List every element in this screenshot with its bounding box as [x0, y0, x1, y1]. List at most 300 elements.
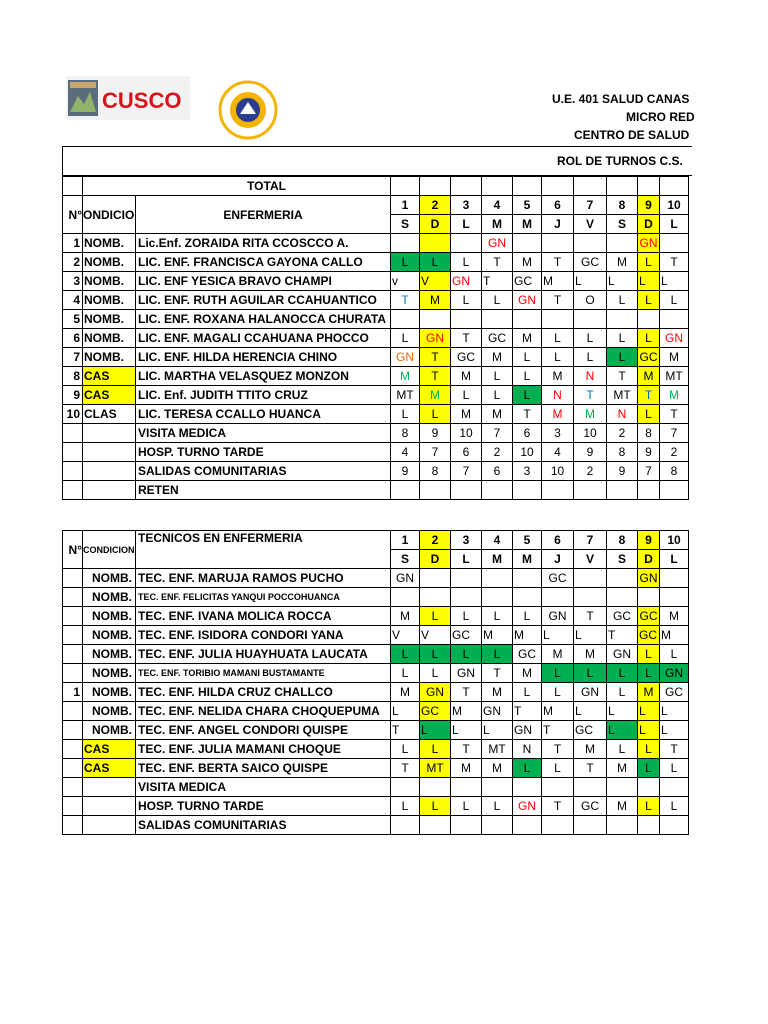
summary-cell[interactable]: 10: [542, 462, 574, 481]
shift-cell[interactable]: T: [574, 607, 607, 626]
shift-cell[interactable]: N: [574, 367, 607, 386]
blank-cell: [83, 462, 136, 481]
shift-cell[interactable]: [420, 310, 451, 329]
shift-cell[interactable]: L: [542, 348, 574, 367]
summary-cell[interactable]: [542, 778, 574, 797]
shift-cell[interactable]: [542, 234, 574, 253]
shift-cell[interactable]: v: [391, 272, 420, 291]
shift-cell[interactable]: [482, 569, 513, 588]
shift-cell[interactable]: GC: [420, 702, 451, 721]
shift-cell[interactable]: L: [574, 626, 607, 645]
shift-cell[interactable]: [574, 310, 607, 329]
shift-cell[interactable]: L: [607, 329, 638, 348]
shift-cell[interactable]: L: [513, 367, 542, 386]
summary-cell[interactable]: 10: [451, 424, 482, 443]
shift-cell[interactable]: MT: [391, 386, 420, 405]
shift-cell[interactable]: L: [660, 702, 689, 721]
shift-cell[interactable]: GN: [607, 645, 638, 664]
shift-cell[interactable]: M: [391, 367, 420, 386]
shift-cell[interactable]: [420, 569, 451, 588]
shift-cell[interactable]: N: [607, 405, 638, 424]
summary-cell[interactable]: 8: [391, 424, 420, 443]
shift-cell[interactable]: MT: [607, 386, 638, 405]
shift-cell[interactable]: [451, 310, 482, 329]
summary-cell[interactable]: 2: [482, 443, 513, 462]
shift-cell[interactable]: L: [451, 645, 482, 664]
shift-cell[interactable]: GN: [638, 234, 660, 253]
shift-cell[interactable]: T: [660, 405, 689, 424]
shift-cell[interactable]: V: [391, 626, 420, 645]
shift-cell[interactable]: T: [482, 253, 513, 272]
shift-cell[interactable]: M: [451, 702, 482, 721]
summary-cell[interactable]: [391, 816, 420, 835]
shift-cell[interactable]: L: [607, 721, 638, 740]
shift-cell[interactable]: M: [574, 740, 607, 759]
shift-cell[interactable]: GN: [451, 664, 482, 683]
shift-cell[interactable]: L: [660, 759, 689, 778]
summary-cell[interactable]: [660, 816, 689, 835]
shift-cell[interactable]: T: [420, 367, 451, 386]
shift-cell[interactable]: M: [451, 759, 482, 778]
shift-cell[interactable]: T: [542, 291, 574, 310]
shift-cell[interactable]: M: [542, 367, 574, 386]
shift-cell[interactable]: L: [607, 272, 638, 291]
shift-cell[interactable]: L: [391, 664, 420, 683]
shift-cell[interactable]: GC: [660, 683, 689, 702]
shift-cell[interactable]: L: [607, 291, 638, 310]
shift-cell[interactable]: L: [638, 740, 660, 759]
summary-cell[interactable]: L: [420, 797, 451, 816]
summary-cell[interactable]: [513, 778, 542, 797]
summary-cell[interactable]: 6: [451, 443, 482, 462]
shift-cell[interactable]: M: [574, 645, 607, 664]
shift-cell[interactable]: [607, 234, 638, 253]
shift-cell[interactable]: T: [420, 348, 451, 367]
shift-cell[interactable]: [607, 569, 638, 588]
summary-cell[interactable]: [574, 481, 607, 500]
summary-cell[interactable]: 4: [391, 443, 420, 462]
shift-cell[interactable]: GN: [513, 291, 542, 310]
shift-cell[interactable]: [607, 310, 638, 329]
shift-cell[interactable]: [420, 588, 451, 607]
shift-cell[interactable]: T: [482, 664, 513, 683]
shift-cell[interactable]: GC: [638, 607, 660, 626]
shift-cell[interactable]: L: [542, 664, 574, 683]
shift-cell[interactable]: L: [607, 348, 638, 367]
shift-cell[interactable]: L: [574, 272, 607, 291]
shift-cell[interactable]: [660, 234, 689, 253]
shift-cell[interactable]: L: [638, 645, 660, 664]
shift-cell[interactable]: L: [638, 721, 660, 740]
shift-cell[interactable]: L: [420, 253, 451, 272]
shift-cell[interactable]: L: [638, 253, 660, 272]
summary-cell[interactable]: L: [482, 797, 513, 816]
shift-cell[interactable]: T: [391, 759, 420, 778]
summary-cell[interactable]: [420, 778, 451, 797]
summary-cell[interactable]: [542, 816, 574, 835]
health-seal-logo: [212, 80, 284, 140]
summary-cell[interactable]: 2: [660, 443, 689, 462]
shift-cell[interactable]: GC: [607, 607, 638, 626]
summary-cell[interactable]: [607, 481, 638, 500]
shift-cell[interactable]: L: [638, 272, 660, 291]
day-number: 8: [607, 531, 638, 550]
shift-cell[interactable]: GC: [451, 348, 482, 367]
shift-cell[interactable]: V: [420, 626, 451, 645]
shift-cell[interactable]: GC: [482, 329, 513, 348]
shift-cell[interactable]: T: [542, 740, 574, 759]
summary-cell[interactable]: 3: [513, 462, 542, 481]
staff-name: TEC. ENF. BERTA SAICO QUISPE: [136, 759, 391, 778]
shift-cell[interactable]: M: [420, 291, 451, 310]
shift-cell[interactable]: T: [607, 367, 638, 386]
shift-cell[interactable]: T: [451, 329, 482, 348]
summary-cell[interactable]: [482, 481, 513, 500]
shift-cell[interactable]: V: [420, 272, 451, 291]
shift-cell[interactable]: GN: [391, 348, 420, 367]
shift-cell[interactable]: L: [451, 386, 482, 405]
day-letter: V: [574, 550, 607, 569]
shift-cell[interactable]: M: [638, 683, 660, 702]
shift-cell[interactable]: L: [420, 405, 451, 424]
summary-cell[interactable]: 8: [660, 462, 689, 481]
shift-cell[interactable]: GC: [638, 348, 660, 367]
summary-cell[interactable]: GN: [513, 797, 542, 816]
summary-cell[interactable]: [607, 816, 638, 835]
day-number: 10: [660, 196, 689, 215]
shift-cell[interactable]: [482, 588, 513, 607]
shift-cell[interactable]: GC: [574, 721, 607, 740]
shift-cell[interactable]: T: [542, 721, 574, 740]
day-letter: M: [482, 550, 513, 569]
shift-cell[interactable]: [638, 310, 660, 329]
shift-cell[interactable]: L: [638, 702, 660, 721]
shift-cell[interactable]: L: [482, 291, 513, 310]
shift-cell[interactable]: [574, 569, 607, 588]
shift-cell[interactable]: L: [607, 683, 638, 702]
shift-cell[interactable]: L: [607, 702, 638, 721]
shift-cell[interactable]: [482, 310, 513, 329]
shift-cell[interactable]: [513, 569, 542, 588]
shift-cell[interactable]: T: [574, 386, 607, 405]
shift-cell[interactable]: M: [391, 683, 420, 702]
summary-cell[interactable]: 9: [638, 443, 660, 462]
shift-cell[interactable]: N: [542, 386, 574, 405]
shift-cell[interactable]: M: [513, 253, 542, 272]
shift-cell[interactable]: L: [420, 740, 451, 759]
summary-cell[interactable]: [607, 778, 638, 797]
shift-cell[interactable]: GC: [451, 626, 482, 645]
summary-cell[interactable]: 7: [451, 462, 482, 481]
shift-cell[interactable]: GN: [513, 721, 542, 740]
shift-cell[interactable]: [607, 588, 638, 607]
shift-cell[interactable]: L: [542, 626, 574, 645]
shift-cell[interactable]: M: [513, 664, 542, 683]
shift-cell[interactable]: [513, 588, 542, 607]
summary-cell[interactable]: GC: [574, 797, 607, 816]
shift-cell[interactable]: L: [391, 702, 420, 721]
shift-cell[interactable]: L: [513, 386, 542, 405]
shift-cell[interactable]: M: [660, 626, 689, 645]
shift-cell[interactable]: L: [638, 291, 660, 310]
shift-cell[interactable]: L: [607, 740, 638, 759]
shift-cell[interactable]: GC: [542, 569, 574, 588]
summary-cell[interactable]: [420, 481, 451, 500]
shift-cell[interactable]: [391, 234, 420, 253]
summary-cell[interactable]: 9: [420, 424, 451, 443]
shift-cell[interactable]: T: [542, 253, 574, 272]
shift-cell[interactable]: GN: [638, 569, 660, 588]
summary-cell[interactable]: 3: [542, 424, 574, 443]
summary-cell[interactable]: 8: [638, 424, 660, 443]
shift-cell[interactable]: M: [482, 759, 513, 778]
shift-cell[interactable]: M: [513, 329, 542, 348]
shift-cell[interactable]: GN: [660, 329, 689, 348]
summary-cell[interactable]: 8: [420, 462, 451, 481]
summary-cell[interactable]: 7: [660, 424, 689, 443]
shift-cell[interactable]: L: [391, 405, 420, 424]
shift-cell[interactable]: M: [542, 272, 574, 291]
shift-cell[interactable]: L: [660, 645, 689, 664]
shift-cell[interactable]: GN: [391, 569, 420, 588]
shift-cell[interactable]: L: [542, 759, 574, 778]
shift-cell[interactable]: GC: [638, 626, 660, 645]
shift-cell[interactable]: L: [482, 721, 513, 740]
shift-cell[interactable]: M: [638, 367, 660, 386]
shift-cell[interactable]: L: [638, 405, 660, 424]
shift-cell[interactable]: T: [638, 386, 660, 405]
shift-cell[interactable]: [638, 588, 660, 607]
cusco-logo-text: CUSCO: [102, 88, 182, 113]
summary-cell[interactable]: 9: [391, 462, 420, 481]
shift-cell[interactable]: MT: [660, 367, 689, 386]
shift-cell[interactable]: T: [451, 683, 482, 702]
summary-cell[interactable]: L: [660, 797, 689, 816]
shift-cell[interactable]: M: [482, 405, 513, 424]
shift-cell[interactable]: L: [420, 645, 451, 664]
shift-cell[interactable]: L: [638, 329, 660, 348]
header-line-2: MICRO RED: [626, 110, 695, 124]
shift-cell[interactable]: T: [391, 291, 420, 310]
shift-cell[interactable]: [574, 588, 607, 607]
cusco-logo: [66, 76, 190, 120]
shift-cell[interactable]: L: [574, 329, 607, 348]
summary-cell[interactable]: [451, 481, 482, 500]
shift-cell[interactable]: L: [451, 607, 482, 626]
condition-cell: NOMB.: [83, 626, 136, 645]
shift-cell[interactable]: L: [391, 253, 420, 272]
shift-cell[interactable]: [513, 310, 542, 329]
shift-cell[interactable]: L: [660, 291, 689, 310]
shift-cell[interactable]: GN: [482, 702, 513, 721]
shift-cell[interactable]: M: [660, 386, 689, 405]
shift-cell[interactable]: L: [574, 348, 607, 367]
blank-day-cell: [574, 177, 607, 196]
summary-cell[interactable]: 7: [482, 424, 513, 443]
shift-cell[interactable]: GN: [451, 272, 482, 291]
summary-cell[interactable]: 7: [420, 443, 451, 462]
summary-cell[interactable]: T: [542, 797, 574, 816]
summary-cell[interactable]: 9: [574, 443, 607, 462]
shift-cell[interactable]: T: [574, 759, 607, 778]
shift-cell[interactable]: GN: [574, 683, 607, 702]
shift-cell[interactable]: [574, 234, 607, 253]
shift-cell[interactable]: L: [660, 721, 689, 740]
shift-cell[interactable]: M: [451, 405, 482, 424]
shift-cell[interactable]: T: [451, 740, 482, 759]
shift-cell[interactable]: [542, 588, 574, 607]
shift-cell[interactable]: [542, 310, 574, 329]
summary-cell[interactable]: [660, 481, 689, 500]
summary-cell[interactable]: M: [607, 797, 638, 816]
summary-cell[interactable]: [574, 816, 607, 835]
shift-cell[interactable]: MT: [482, 740, 513, 759]
shift-cell[interactable]: [451, 569, 482, 588]
summary-cell[interactable]: [638, 778, 660, 797]
shift-cell[interactable]: GN: [660, 664, 689, 683]
summary-cell[interactable]: [574, 778, 607, 797]
shift-cell[interactable]: T: [660, 740, 689, 759]
shift-cell[interactable]: M: [391, 607, 420, 626]
shift-cell[interactable]: L: [482, 607, 513, 626]
condition-cell: NOMB.: [83, 683, 136, 702]
summary-cell[interactable]: [391, 778, 420, 797]
summary-cell[interactable]: 9: [607, 462, 638, 481]
shift-cell[interactable]: [451, 588, 482, 607]
summary-cell[interactable]: 10: [513, 443, 542, 462]
shift-cell[interactable]: L: [482, 367, 513, 386]
summary-cell[interactable]: 7: [638, 462, 660, 481]
summary-cell[interactable]: L: [638, 797, 660, 816]
shift-cell[interactable]: M: [607, 253, 638, 272]
shift-cell[interactable]: M: [451, 367, 482, 386]
shift-cell[interactable]: GN: [482, 234, 513, 253]
shift-cell[interactable]: N: [513, 740, 542, 759]
summary-cell[interactable]: [391, 481, 420, 500]
shift-cell[interactable]: M: [420, 386, 451, 405]
summary-label: VISITA MEDICA: [136, 424, 391, 443]
shift-cell[interactable]: L: [513, 683, 542, 702]
shift-cell[interactable]: [660, 310, 689, 329]
shift-cell[interactable]: T: [482, 272, 513, 291]
shift-cell[interactable]: L: [607, 664, 638, 683]
summary-cell[interactable]: L: [391, 797, 420, 816]
shift-cell[interactable]: L: [420, 721, 451, 740]
shift-cell[interactable]: [660, 588, 689, 607]
shift-cell[interactable]: L: [391, 645, 420, 664]
summary-cell[interactable]: [482, 816, 513, 835]
shift-cell[interactable]: M: [660, 348, 689, 367]
shift-cell[interactable]: T: [607, 626, 638, 645]
shift-cell[interactable]: [391, 588, 420, 607]
shift-cell[interactable]: M: [660, 607, 689, 626]
shift-cell[interactable]: M: [574, 405, 607, 424]
shift-cell[interactable]: [660, 569, 689, 588]
summary-cell[interactable]: [451, 816, 482, 835]
shift-cell[interactable]: M: [542, 702, 574, 721]
shift-cell[interactable]: M: [542, 405, 574, 424]
shift-cell[interactable]: L: [391, 329, 420, 348]
summary-cell[interactable]: 4: [542, 443, 574, 462]
shift-cell[interactable]: T: [513, 405, 542, 424]
shift-cell[interactable]: L: [513, 348, 542, 367]
shift-cell[interactable]: MT: [420, 759, 451, 778]
day-number: 7: [574, 196, 607, 215]
blank-cell: [63, 424, 83, 443]
summary-cell[interactable]: [638, 816, 660, 835]
summary-cell[interactable]: 8: [607, 443, 638, 462]
shift-cell[interactable]: L: [513, 607, 542, 626]
shift-cell[interactable]: L: [482, 386, 513, 405]
shift-cell[interactable]: L: [420, 664, 451, 683]
summary-cell[interactable]: 10: [574, 424, 607, 443]
summary-cell[interactable]: [542, 481, 574, 500]
shift-cell[interactable]: [391, 310, 420, 329]
shift-cell[interactable]: T: [391, 721, 420, 740]
shift-cell[interactable]: O: [574, 291, 607, 310]
summary-cell[interactable]: [513, 481, 542, 500]
shift-cell[interactable]: [513, 234, 542, 253]
shift-cell[interactable]: T: [660, 253, 689, 272]
shift-cell[interactable]: L: [542, 683, 574, 702]
shift-cell[interactable]: M: [542, 645, 574, 664]
technician-row: [63, 721, 689, 740]
summary-cell[interactable]: 2: [607, 424, 638, 443]
shift-cell[interactable]: GN: [542, 607, 574, 626]
shift-cell[interactable]: L: [574, 664, 607, 683]
day-letter: S: [607, 215, 638, 234]
shift-cell[interactable]: GC: [513, 645, 542, 664]
shift-cell[interactable]: L: [482, 645, 513, 664]
shift-cell[interactable]: M: [482, 626, 513, 645]
shift-cell[interactable]: M: [607, 759, 638, 778]
summary-cell[interactable]: [513, 816, 542, 835]
shift-cell[interactable]: [451, 234, 482, 253]
shift-cell[interactable]: L: [574, 702, 607, 721]
shift-cell[interactable]: L: [660, 272, 689, 291]
shift-cell[interactable]: L: [451, 721, 482, 740]
day-letter: M: [482, 215, 513, 234]
summary-cell[interactable]: [420, 816, 451, 835]
shift-cell[interactable]: GC: [513, 272, 542, 291]
summary-cell[interactable]: [482, 778, 513, 797]
shift-cell[interactable]: GC: [574, 253, 607, 272]
shift-cell[interactable]: M: [513, 626, 542, 645]
shift-cell[interactable]: L: [391, 740, 420, 759]
shift-cell[interactable]: [420, 234, 451, 253]
summary-cell[interactable]: L: [451, 797, 482, 816]
summary-cell[interactable]: [638, 481, 660, 500]
summary-cell[interactable]: [451, 778, 482, 797]
shift-cell[interactable]: GN: [420, 329, 451, 348]
shift-cell[interactable]: L: [451, 291, 482, 310]
summary-cell[interactable]: 6: [482, 462, 513, 481]
shift-cell[interactable]: L: [451, 253, 482, 272]
summary-cell[interactable]: 6: [513, 424, 542, 443]
shift-cell[interactable]: L: [638, 759, 660, 778]
summary-row: [63, 797, 689, 816]
shift-cell[interactable]: L: [420, 607, 451, 626]
shift-cell[interactable]: L: [513, 759, 542, 778]
shift-cell[interactable]: T: [513, 702, 542, 721]
shift-cell[interactable]: M: [482, 348, 513, 367]
shift-cell[interactable]: GN: [420, 683, 451, 702]
shift-cell[interactable]: L: [542, 329, 574, 348]
shift-cell[interactable]: L: [638, 664, 660, 683]
summary-cell[interactable]: 2: [574, 462, 607, 481]
shift-cell[interactable]: M: [482, 683, 513, 702]
summary-cell[interactable]: [660, 778, 689, 797]
